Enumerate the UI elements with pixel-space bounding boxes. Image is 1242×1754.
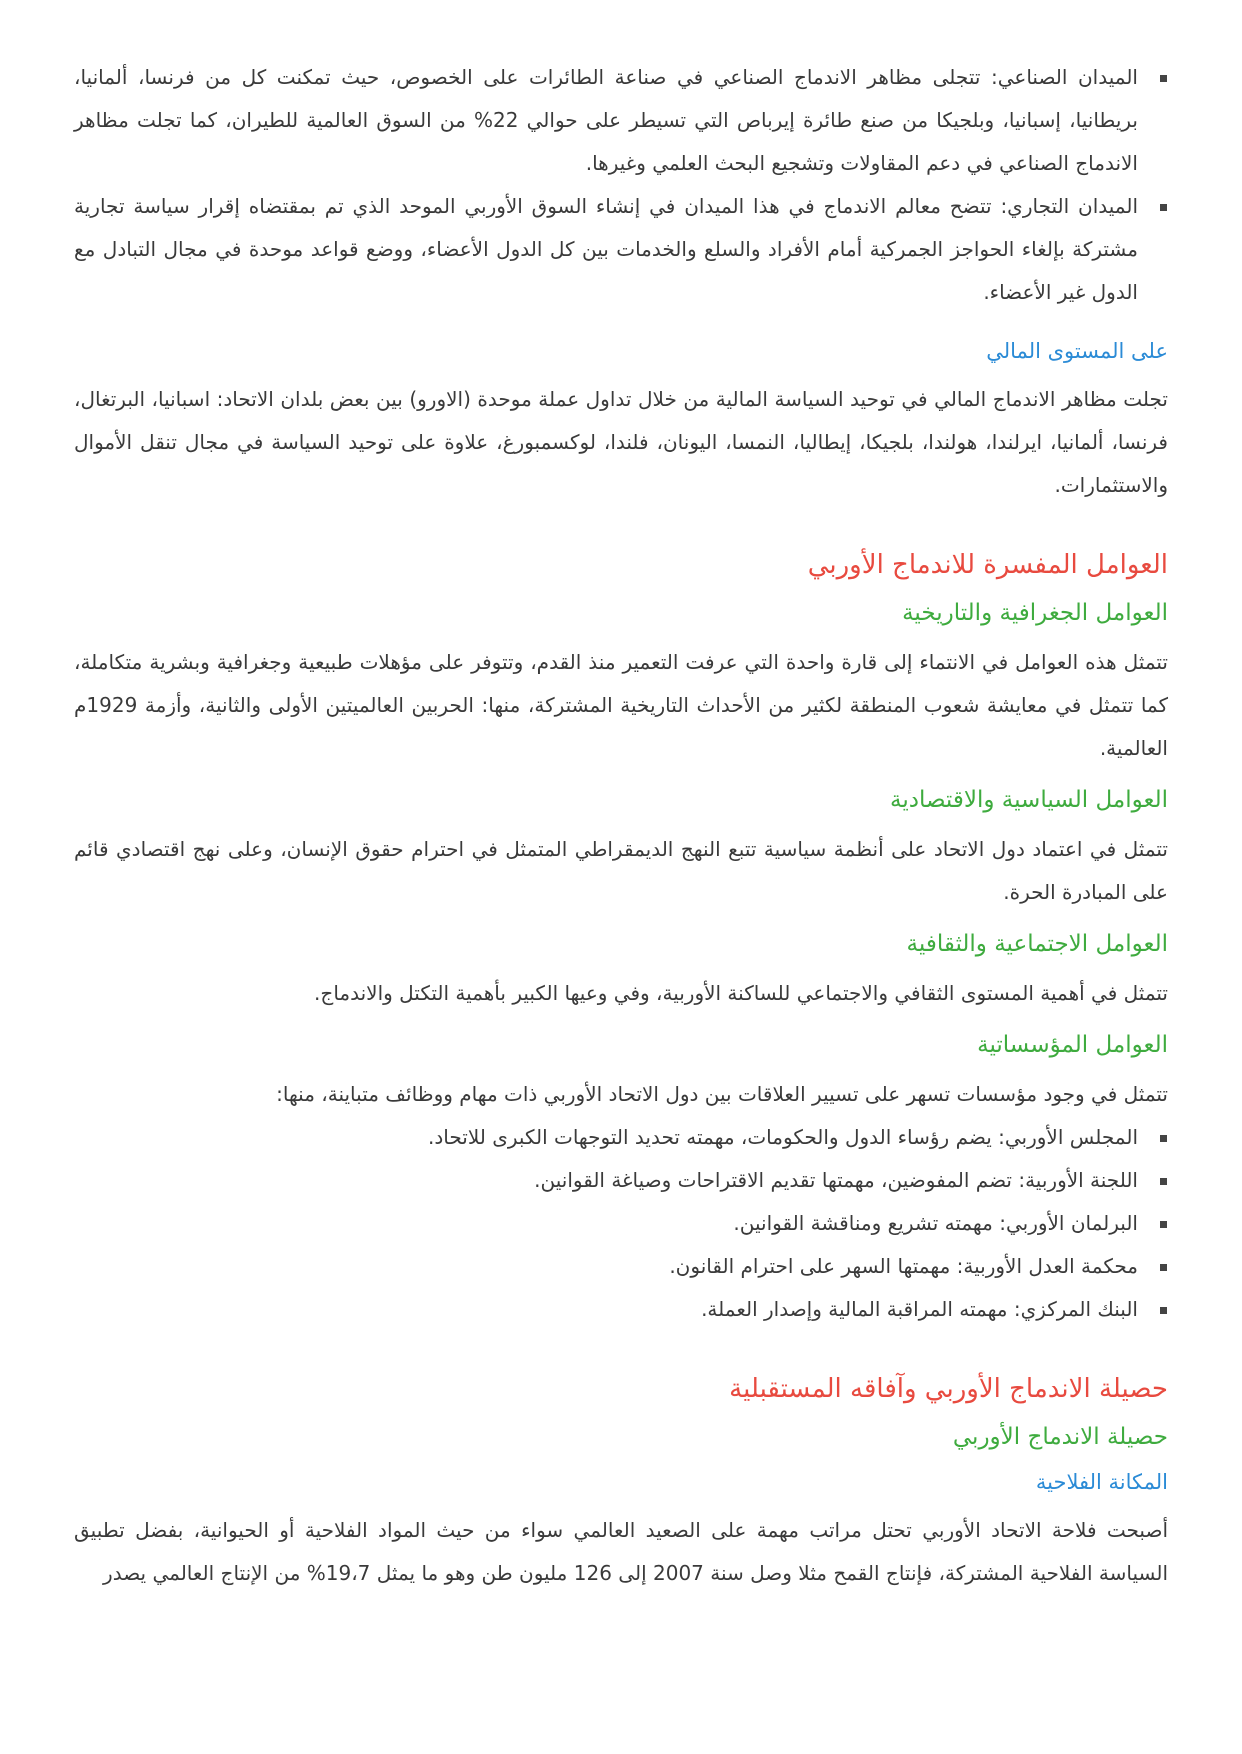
institutional-factors-heading: العوامل المؤسساتية — [977, 1032, 1168, 1058]
institution-text: محكمة العدل الأوربية: مهمتها السهر على احترام القانون. — [669, 1254, 1138, 1278]
institution-text: المجلس الأوربي: يضم رؤساء الدول والحكومات، مهمته تحديد التوجهات الكبرى للاتحاد. — [428, 1125, 1138, 1149]
geo-factors-heading: العوامل الجغرافية والتاريخية — [902, 600, 1168, 626]
list-item — [74, 1288, 1138, 1331]
sector-bullet-list — [74, 56, 1168, 314]
square-bullet-icon — [1160, 75, 1167, 82]
outcome-heading: حصيلة الاندماج الأوربي وآفاقه المستقبلية — [729, 1374, 1168, 1404]
square-bullet-icon — [1160, 1135, 1167, 1142]
list-item — [74, 1116, 1138, 1159]
square-bullet-icon — [1160, 1221, 1167, 1228]
list-item — [74, 56, 1138, 185]
political-factors-heading: العوامل السياسية والاقتصادية — [889, 787, 1168, 813]
institution-text: البنك المركزي: مهمته المراقبة المالية وإصدار العملة. — [701, 1297, 1138, 1321]
commercial-sector-text: الميدان التجاري: تتضح معالم الاندماج في هذا الميدان في إنشاء السوق الأوربي الموحد الذي تم بمقتضاه إقرار سياسة تجارية مشتركة بإلغاء الحواجز الجمركية أمام الأفراد والسلع والخدمات بين كل الدول الأعضاء، ووضع قواعد موحدة في مجال التبادل مع الدول غير الأعضاء. — [74, 194, 1138, 304]
political-factors-paragraph: تتمثل في اعتماد دول الاتحاد على أنظمة سياسية تتبع النهج الديمقراطي المتمثل في احترام حقوق الإنسان، وعلى نهج اقتصادي قائم على المبادرة الحرة. — [74, 837, 1168, 904]
institutions-list — [74, 1116, 1168, 1331]
geo-factors-paragraph: تتمثل هذه العوامل في الانتماء إلى قارة واحدة التي عرفت التعمير منذ القدم، وتتوفر على مؤهلات طبيعية وجغرافية وبشرية متكاملة، كما تتمثل في معايشة شعوب المنطقة لكثير من الأحداث التاريخية المشتركة، منها: الحربين العالميتين الأولى والثانية، وأزمة 1929م العالمية. — [74, 650, 1168, 760]
social-factors-heading: العوامل الاجتماعية والثقافية — [906, 931, 1168, 957]
factors-heading: العوامل المفسرة للاندماج الأوربي — [807, 550, 1168, 580]
financial-paragraph: تجلت مظاهر الاندماج المالي في توحيد السياسة المالية من خلال تداول عملة موحدة (الاورو) بين بعض بلدان الاتحاد: اسبانيا، البرتغال، فرنسا، ألمانيا، ايرلندا، هولندا، بلجيكا، إيطاليا، النمسا، اليونان، فلندا، لوكسمبورغ، علاوة على توحيد السياسة في مجال تنقل الأموال والاستثمارات. — [74, 387, 1168, 497]
square-bullet-icon — [1160, 1307, 1167, 1314]
institution-text: اللجنة الأوربية: تضم المفوضين، مهمتها تقديم الاقتراحات وصياغة القوانين. — [534, 1168, 1138, 1192]
agriculture-paragraph: أصبحت فلاحة الاتحاد الأوربي تحتل مراتب مهمة على الصعيد العالمي سواء من حيث المواد الفلاحية أو الحيوانية، بفضل تطبيق السياسة الفلاحية المشتركة، فإنتاج القمح مثلا وصل سنة 2007 إلى 126 مليون طن وهو ما يمثل 19،7% من الإنتاج العالمي يصدر — [74, 1518, 1168, 1585]
outcome-subheading: حصيلة الاندماج الأوربي — [952, 1424, 1168, 1450]
agriculture-heading: المكانة الفلاحية — [1035, 1470, 1168, 1494]
institutional-factors-paragraph: تتمثل في وجود مؤسسات تسهر على تسيير العلاقات بين دول الاتحاد الأوربي ذات مهام ووظائف متباينة، منها: — [276, 1082, 1168, 1106]
institution-text: البرلمان الأوربي: مهمته تشريع ومناقشة القوانين. — [733, 1211, 1138, 1235]
financial-heading: على المستوى المالي — [986, 339, 1168, 363]
list-item — [74, 1159, 1138, 1202]
list-item — [74, 1245, 1138, 1288]
square-bullet-icon — [1160, 1264, 1167, 1271]
list-item — [74, 185, 1138, 314]
square-bullet-icon — [1160, 1178, 1167, 1185]
square-bullet-icon — [1160, 204, 1167, 211]
list-item — [74, 1202, 1138, 1245]
industrial-sector-text: الميدان الصناعي: تتجلى مظاهر الاندماج الصناعي في صناعة الطائرات على الخصوص، حيث تمكنت كل من فرنسا، ألمانيا، بريطانيا، إسبانيا، وبلجيكا من صنع طائرة إيرباص التي تسيطر على حوالي 22% من السوق العالمية للطيران، كما تجلت مظاهر الاندماج الصناعي في دعم المقاولات وتشجيع البحث العلمي وغيرها. — [74, 65, 1138, 175]
social-factors-paragraph: تتمثل في أهمية المستوى الثقافي والاجتماعي للساكنة الأوربية، وفي وعيها الكبير بأهمية التكتل والاندماج. — [314, 981, 1168, 1005]
